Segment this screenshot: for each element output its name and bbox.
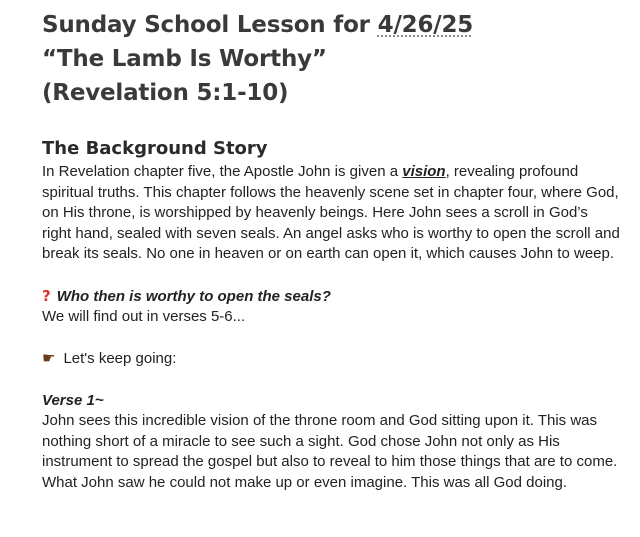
vision-emphasis: vision [402,163,446,180]
lesson-subtitle: “The Lamb Is Worthy” [42,46,327,72]
spacer [42,328,620,349]
background-paragraph [42,162,620,265]
verse-1-label: Verse 1~ [42,391,104,409]
question-line [42,286,620,308]
lesson-title [42,8,620,110]
question-answer: We will find out in verses 5-6... [42,308,246,326]
background-text-start: In Revelation chapter five, the Apostle John is given a [42,163,403,180]
spacer [42,265,620,286]
background-heading: The Background Story [42,138,268,159]
continue-text: Let's keep going: [63,350,177,368]
date-link[interactable]: 4/26/25 [377,12,474,38]
title-prefix: Sunday School Lesson for [42,12,378,38]
question-mark-icon: ? [42,286,51,305]
question-text: Who then is worthy to open the seals? [56,287,331,305]
background-text-end: , revealing profound spiritual truths. This chapter follows the heavenly scene set in chapter four, where God, on His throne, is worshipped by heavenly beings. Here John sees a scroll in God’s right hand, sealed with seven seals. An angel asks who is worthy to open the scroll and break its seals. No one in heaven or on earth can open it, which causes John to weep. [42,163,620,263]
title-line-1 [42,8,620,42]
pointing-hand-icon: ☛ [42,349,56,368]
continue-line [42,348,620,370]
verse-1-paragraph: John sees this incredible vision of the throne room and God sitting upon it. This was nothing short of a miracle to see such a sight. God chose John not only as His instrument to spread the gospel but also to reveal to him those things that are to come. What John saw he could not make up or even imagine. This was all God doing. [42,412,618,491]
scripture-reference: (Revelation 5:1-10) [42,80,289,106]
spacer [42,370,620,391]
